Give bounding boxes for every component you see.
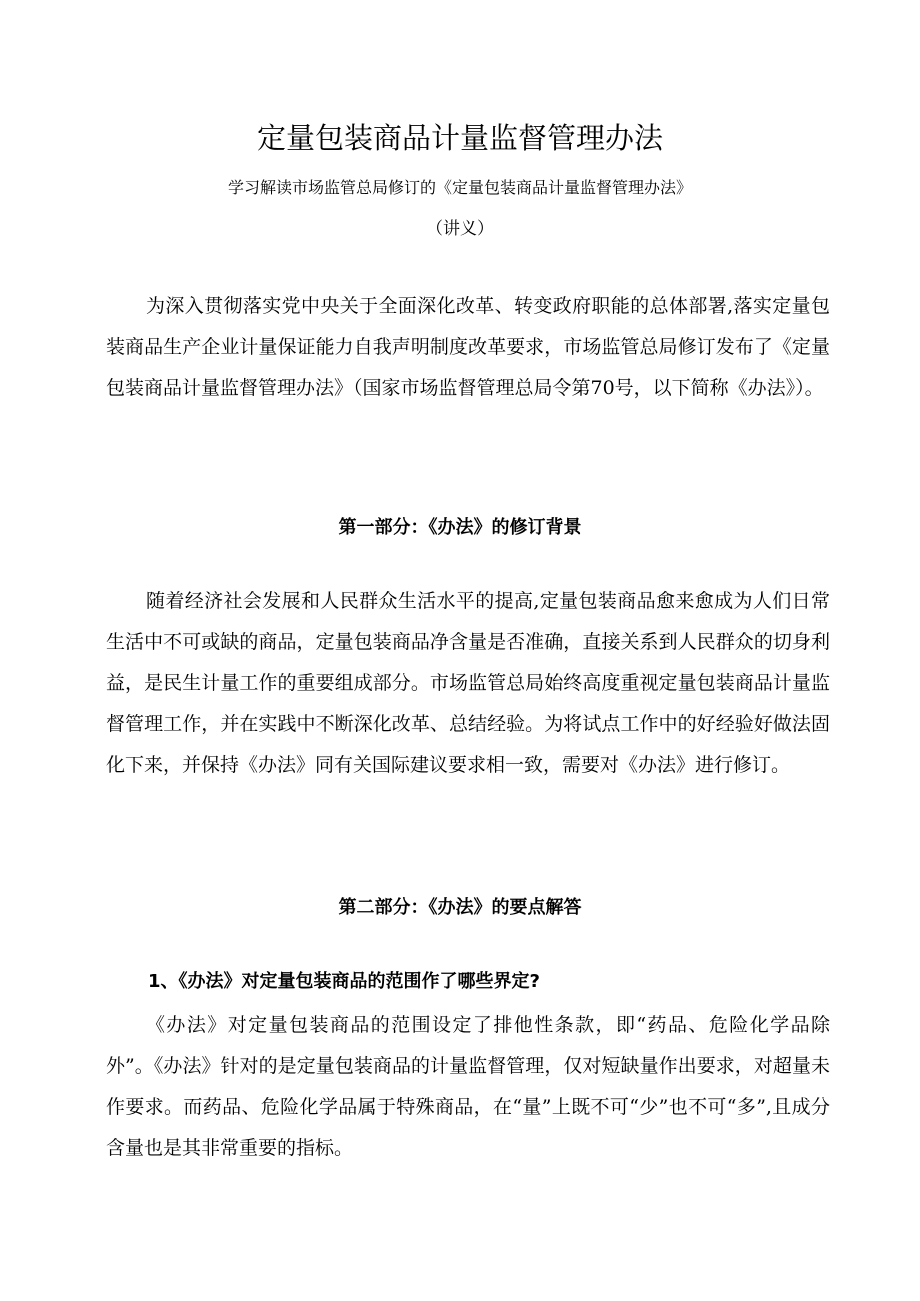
intro-paragraph: 为深入贯彻落实党中央关于全面深化改革、转变政府职能的总体部署,落实定量包装商品生产企业计量保证能力自我声明制度改革要求，市场监管总局修订发布了《定量包装商品计量监督管理办法》（国家市场监督管理总局令第70号，以下简称《办法》）。 <box>106 295 830 399</box>
part1-heading: 第一部分：《办法》的修订背景 <box>338 517 582 538</box>
question-1: 1、《办法》对定量包装商品的范围作了哪些界定? <box>148 971 540 992</box>
document-title: 定量包装商品计量监督管理办法 <box>256 121 663 155</box>
answer-1-paragraph: 《办法》对定量包装商品的范围设定了排他性条款，即“药品、危险化学品除外”。《办法》针对的是定量包装商品的计量监督管理，仅对短缺量作出要求，对超量未作要求。而药品、危险化学品属于特殊商品，在“量”上既不可“少”也不可“多”,且成分含量也是其非常重要的指标。 <box>106 1014 830 1159</box>
document-subtitle: 学习解读市场监管总局修订的《定量包装商品计量监督管理办法》 <box>227 178 692 197</box>
part1-paragraph: 随着经济社会发展和人民群众生活水平的提高,定量包装商品愈来愈成为人们日常生活中不可或缺的商品，定量包装商品净含量是否准确，直接关系到人民群众的切身利益，是民生计量工作的重要组成部分。市场监管总局始终高度重视定量包装商品计量监督管理工作，并在实践中不断深化改革、总结经验。为将试点工作中的好经验好做法固化下来，并保持《办法》同有关国际建议要求相一致，需要对《办法》进行修订。 <box>106 590 830 776</box>
document-note: （讲义） <box>426 219 494 239</box>
part2-heading: 第二部分：《办法》的要点解答 <box>338 897 582 918</box>
